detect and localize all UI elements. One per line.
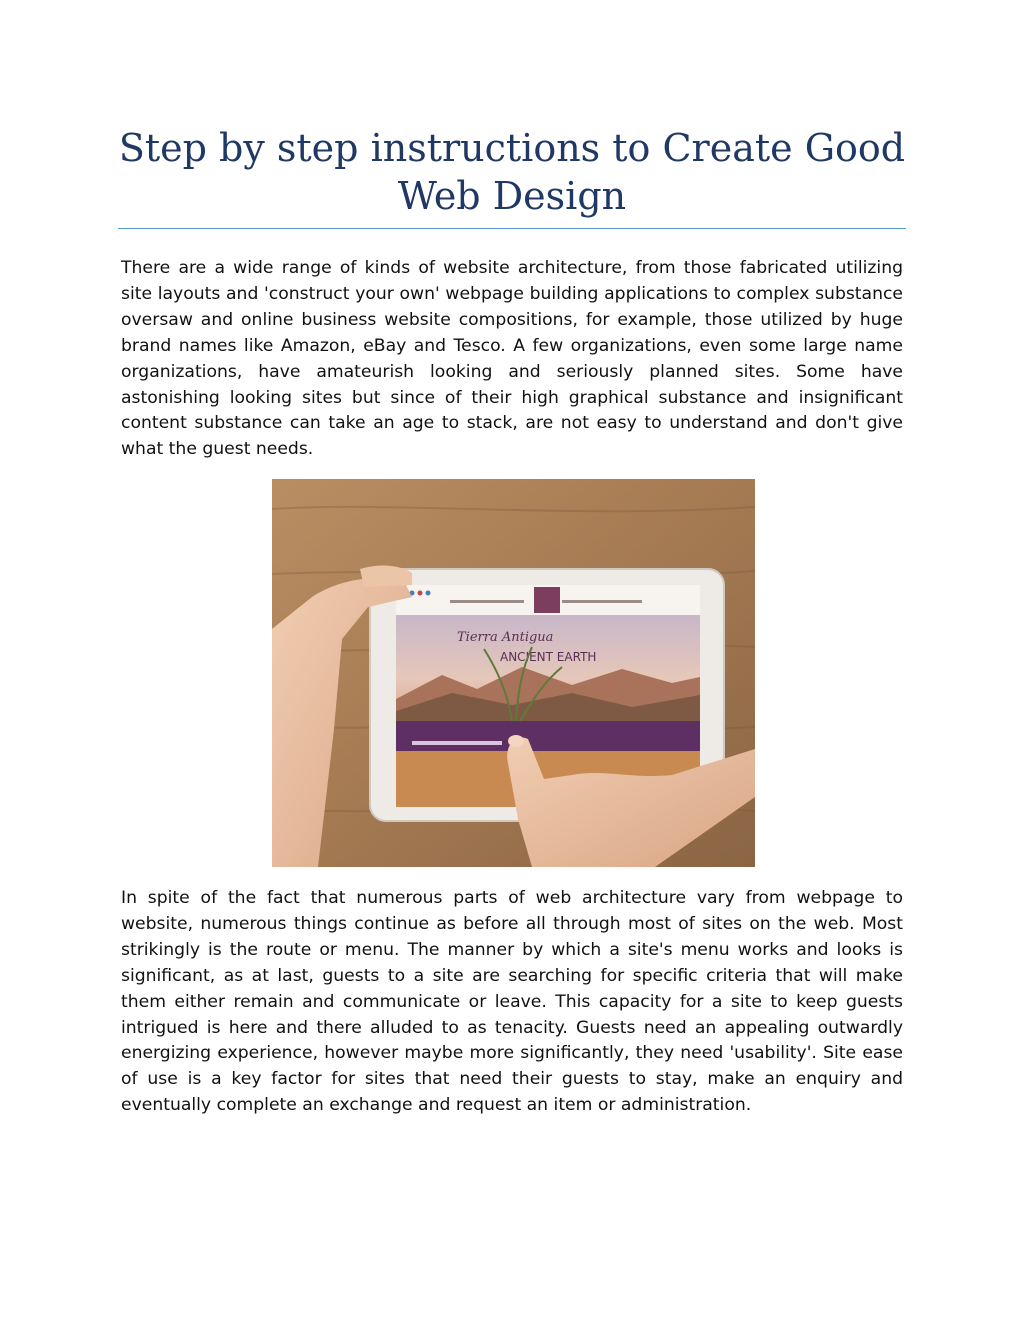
screen-heading-2: ANCIENT EARTH [500,650,597,664]
page-title: Step by step instructions to Create Good Web Design [118,126,906,218]
intro-paragraph: There are a wide range of kinds of website architecture, from those fabricated utilizing site layouts and 'construct your own' webpage building applications to complex substance oversaw and online business website compositions, for example, those utilized by huge brand names like Amazon, eBay and Tesco. A few organizations, even some large name organizations, have amateurish looking and seriously planned sites. Some have astonishing looking sites but since of their high graphical substance and insignificant content substance can take an age to stack, are not easy to understand and don't give what the guest needs. [121,258,903,460]
tablet-photo [272,479,755,867]
title-underline [118,228,906,229]
screen-heading-1: Tierra Antigua [457,630,554,645]
body-paragraph: In spite of the fact that numerous parts of web architecture vary from webpage to website, numerous things continue as before all through most of sites on the web. Most strikingly is the route or menu. The manner by which a site's menu works and looks is significant, as at last, guests to a site are searching for specific criteria that will make them either remain and communicate or leave. This capacity for a site to keep guests intrigued is here and there alluded to as tenacity. Guests need an appealing outwardly energizing experience, however maybe more significantly, they need 'usability'. Site ease of use is a key factor for sites that need their guests to stay, make an enquiry and eventually complete an exchange and request an item or administration. [121,888,903,1116]
